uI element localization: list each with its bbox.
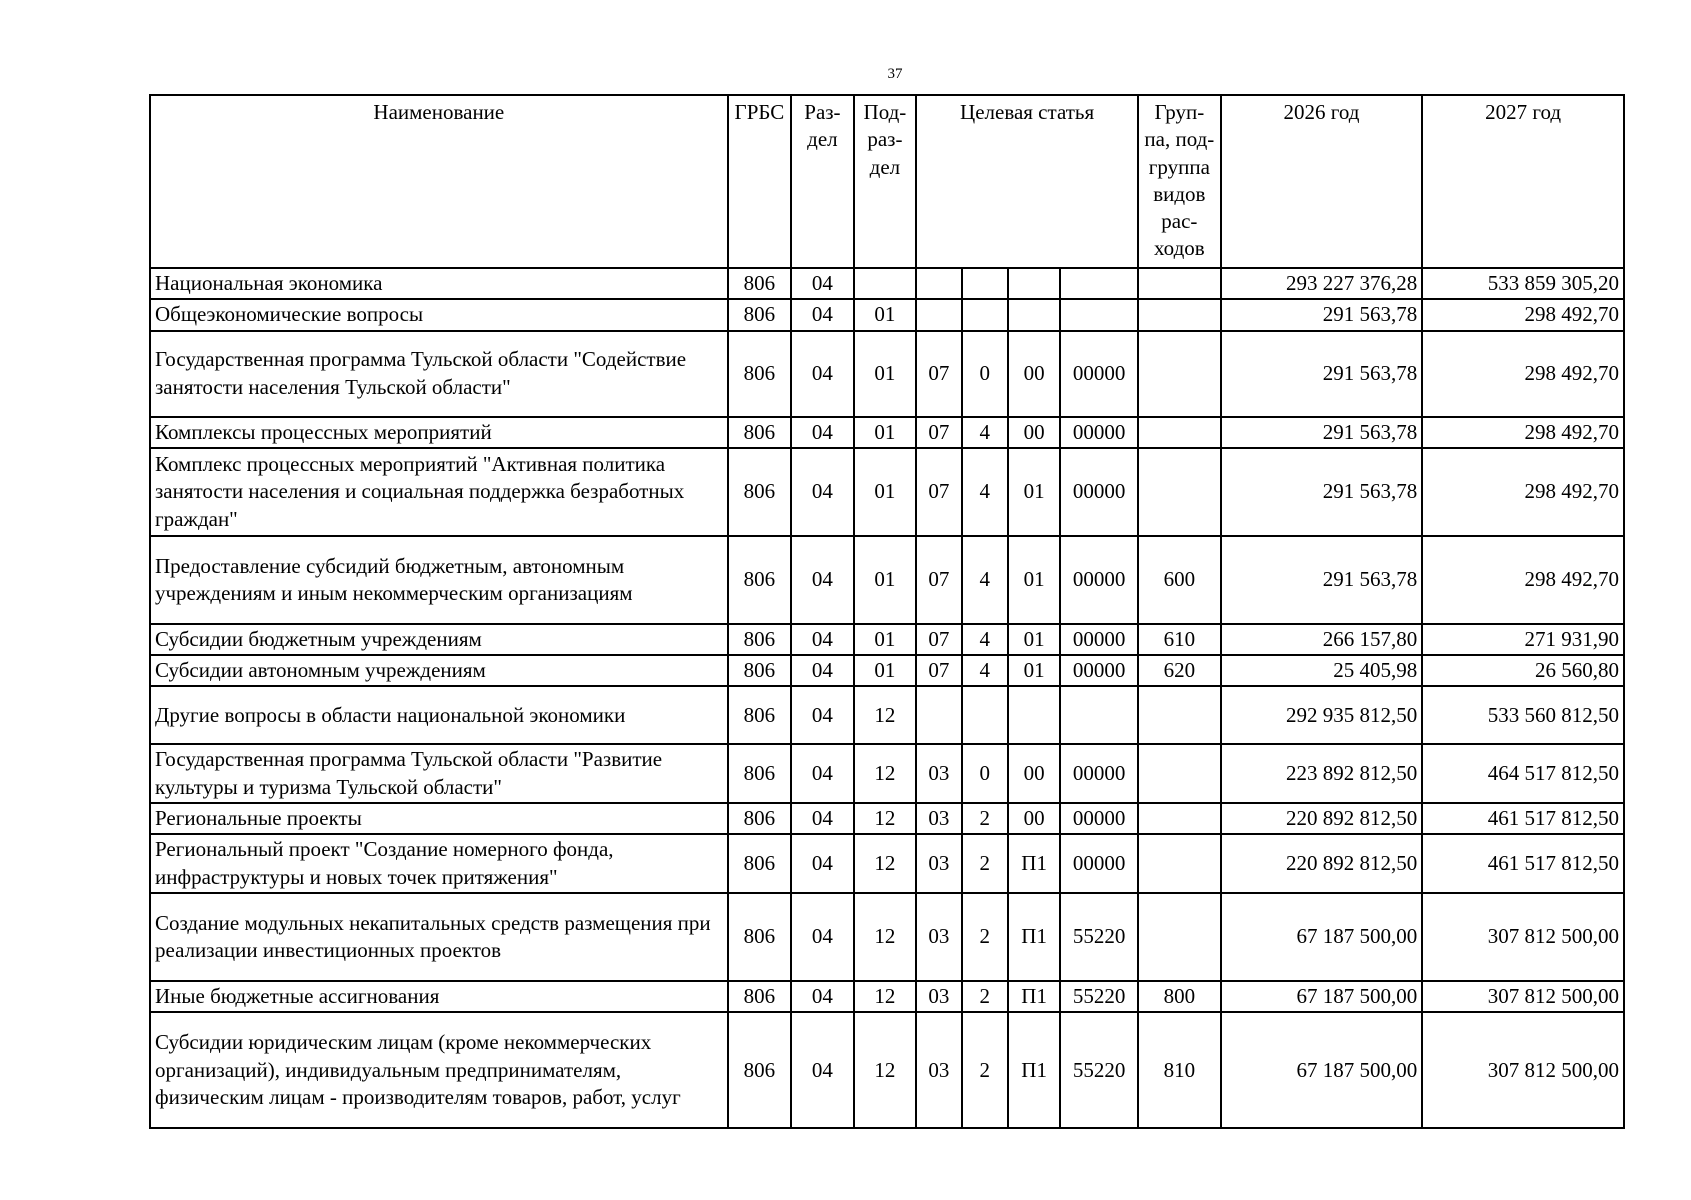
header-target-article: Целевая статья bbox=[916, 95, 1138, 268]
target-type-cell bbox=[962, 686, 1008, 744]
amount-2026-cell: 67 187 500,00 bbox=[1221, 981, 1423, 1012]
grbs-cell: 806 bbox=[728, 686, 792, 744]
section-cell: 04 bbox=[791, 744, 854, 803]
table-row bbox=[150, 686, 1624, 744]
target-type-cell: 4 bbox=[962, 655, 1008, 686]
section-cell: 04 bbox=[791, 655, 854, 686]
row-name-cell: Региональные проекты bbox=[150, 803, 728, 834]
table-row bbox=[150, 299, 1624, 330]
grbs-cell: 806 bbox=[728, 803, 792, 834]
target-event-cell: П1 bbox=[1008, 1012, 1060, 1128]
target-event-cell: П1 bbox=[1008, 893, 1060, 981]
table-row bbox=[150, 417, 1624, 448]
target-program-cell: 07 bbox=[916, 417, 961, 448]
target-event-cell bbox=[1008, 299, 1060, 330]
target-event-cell: 00 bbox=[1008, 803, 1060, 834]
target-direction-cell: 00000 bbox=[1060, 803, 1138, 834]
amount-2027-cell: 307 812 500,00 bbox=[1422, 893, 1624, 981]
amount-2027-cell: 464 517 812,50 bbox=[1422, 744, 1624, 803]
row-name-cell: Субсидии юридическим лицам (кроме некоммерческих организаций), индивидуальным предпринимателям, физическим лицам - производителям товаров, работ, услуг bbox=[150, 1012, 728, 1128]
row-name-cell: Комплекс процессных мероприятий "Активная политика занятости населения и социальная поддержка безработных граждан" bbox=[150, 448, 728, 536]
grbs-cell: 806 bbox=[728, 268, 792, 299]
subsection-cell: 12 bbox=[854, 1012, 917, 1128]
amount-2026-cell: 220 892 812,50 bbox=[1221, 834, 1423, 893]
section-cell: 04 bbox=[791, 268, 854, 299]
section-cell: 04 bbox=[791, 624, 854, 655]
amount-2026-cell: 266 157,80 bbox=[1221, 624, 1423, 655]
target-direction-cell: 00000 bbox=[1060, 624, 1138, 655]
target-event-cell: 00 bbox=[1008, 417, 1060, 448]
amount-2027-cell: 307 812 500,00 bbox=[1422, 1012, 1624, 1128]
subsection-cell: 01 bbox=[854, 299, 917, 330]
amount-2027-cell: 307 812 500,00 bbox=[1422, 981, 1624, 1012]
amount-2026-cell: 220 892 812,50 bbox=[1221, 803, 1423, 834]
expense-group-cell bbox=[1138, 834, 1221, 893]
amount-2027-cell: 298 492,70 bbox=[1422, 331, 1624, 417]
target-direction-cell: 55220 bbox=[1060, 1012, 1138, 1128]
target-type-cell: 0 bbox=[962, 744, 1008, 803]
target-direction-cell bbox=[1060, 686, 1138, 744]
target-program-cell bbox=[916, 686, 961, 744]
row-name-cell: Субсидии автономным учреждениям bbox=[150, 655, 728, 686]
table-row bbox=[150, 655, 1624, 686]
expense-group-cell: 810 bbox=[1138, 1012, 1221, 1128]
target-type-cell: 2 bbox=[962, 803, 1008, 834]
amount-2026-cell: 291 563,78 bbox=[1221, 448, 1423, 536]
row-name-cell: Государственная программа Тульской области "Содействие занятости населения Тульской области" bbox=[150, 331, 728, 417]
grbs-cell: 806 bbox=[728, 1012, 792, 1128]
section-cell: 04 bbox=[791, 803, 854, 834]
expense-group-cell bbox=[1138, 893, 1221, 981]
expense-group-cell bbox=[1138, 803, 1221, 834]
amount-2027-cell: 533 560 812,50 bbox=[1422, 686, 1624, 744]
target-program-cell bbox=[916, 299, 961, 330]
grbs-cell: 806 bbox=[728, 834, 792, 893]
target-program-cell: 03 bbox=[916, 981, 961, 1012]
amount-2027-cell: 461 517 812,50 bbox=[1422, 803, 1624, 834]
subsection-cell: 01 bbox=[854, 624, 917, 655]
expense-group-cell bbox=[1138, 744, 1221, 803]
header-year-2026: 2026 год bbox=[1221, 95, 1423, 268]
table-row bbox=[150, 803, 1624, 834]
grbs-cell: 806 bbox=[728, 331, 792, 417]
target-direction-cell bbox=[1060, 268, 1138, 299]
grbs-cell: 806 bbox=[728, 655, 792, 686]
target-event-cell bbox=[1008, 268, 1060, 299]
grbs-cell: 806 bbox=[728, 536, 792, 624]
amount-2026-cell: 291 563,78 bbox=[1221, 417, 1423, 448]
row-name-cell: Общеэкономические вопросы bbox=[150, 299, 728, 330]
subsection-cell: 01 bbox=[854, 417, 917, 448]
target-type-cell: 2 bbox=[962, 1012, 1008, 1128]
amount-2026-cell: 291 563,78 bbox=[1221, 536, 1423, 624]
subsection-cell: 01 bbox=[854, 536, 917, 624]
section-cell: 04 bbox=[791, 536, 854, 624]
subsection-cell bbox=[854, 268, 917, 299]
amount-2026-cell: 291 563,78 bbox=[1221, 331, 1423, 417]
table-row bbox=[150, 624, 1624, 655]
row-name-cell: Субсидии бюджетным учреждениям bbox=[150, 624, 728, 655]
section-cell: 04 bbox=[791, 981, 854, 1012]
amount-2026-cell: 223 892 812,50 bbox=[1221, 744, 1423, 803]
target-program-cell: 03 bbox=[916, 744, 961, 803]
amount-2027-cell: 271 931,90 bbox=[1422, 624, 1624, 655]
target-direction-cell: 00000 bbox=[1060, 834, 1138, 893]
table-row bbox=[150, 448, 1624, 536]
target-direction-cell: 00000 bbox=[1060, 536, 1138, 624]
row-name-cell: Государственная программа Тульской области "Развитие культуры и туризма Тульской области" bbox=[150, 744, 728, 803]
target-event-cell: 01 bbox=[1008, 655, 1060, 686]
target-program-cell: 07 bbox=[916, 655, 961, 686]
target-type-cell bbox=[962, 268, 1008, 299]
amount-2026-cell: 67 187 500,00 bbox=[1221, 893, 1423, 981]
amount-2027-cell: 26 560,80 bbox=[1422, 655, 1624, 686]
target-program-cell: 07 bbox=[916, 331, 961, 417]
grbs-cell: 806 bbox=[728, 893, 792, 981]
target-program-cell: 07 bbox=[916, 448, 961, 536]
target-program-cell: 03 bbox=[916, 803, 961, 834]
grbs-cell: 806 bbox=[728, 624, 792, 655]
budget-table bbox=[149, 94, 1625, 1129]
target-program-cell: 03 bbox=[916, 893, 961, 981]
target-program-cell: 03 bbox=[916, 834, 961, 893]
table-row bbox=[150, 268, 1624, 299]
row-name-cell: Создание модульных некапитальных средств размещения при реализации инвестиционных проектов bbox=[150, 893, 728, 981]
expense-group-cell bbox=[1138, 268, 1221, 299]
target-program-cell bbox=[916, 268, 961, 299]
section-cell: 04 bbox=[791, 893, 854, 981]
section-cell: 04 bbox=[791, 686, 854, 744]
grbs-cell: 806 bbox=[728, 448, 792, 536]
target-direction-cell: 00000 bbox=[1060, 417, 1138, 448]
target-event-cell: 01 bbox=[1008, 536, 1060, 624]
target-type-cell: 4 bbox=[962, 448, 1008, 536]
amount-2026-cell: 25 405,98 bbox=[1221, 655, 1423, 686]
section-cell: 04 bbox=[791, 417, 854, 448]
expense-group-cell bbox=[1138, 686, 1221, 744]
target-program-cell: 03 bbox=[916, 1012, 961, 1128]
target-program-cell: 07 bbox=[916, 624, 961, 655]
header-name: Наименование bbox=[150, 95, 728, 268]
expense-group-cell bbox=[1138, 448, 1221, 536]
table-row bbox=[150, 981, 1624, 1012]
target-program-cell: 07 bbox=[916, 536, 961, 624]
header-grbs: ГРБС bbox=[728, 95, 792, 268]
subsection-cell: 01 bbox=[854, 331, 917, 417]
amount-2027-cell: 533 859 305,20 bbox=[1422, 268, 1624, 299]
row-name-cell: Другие вопросы в области национальной экономики bbox=[150, 686, 728, 744]
row-name-cell: Иные бюджетные ассигнования bbox=[150, 981, 728, 1012]
header-expense-group: Груп-па, под-группа видов рас-ходов bbox=[1138, 95, 1221, 268]
expense-group-cell: 600 bbox=[1138, 536, 1221, 624]
header-section: Раз-дел bbox=[791, 95, 854, 268]
target-type-cell: 4 bbox=[962, 536, 1008, 624]
section-cell: 04 bbox=[791, 331, 854, 417]
subsection-cell: 12 bbox=[854, 744, 917, 803]
subsection-cell: 12 bbox=[854, 893, 917, 981]
target-type-cell: 2 bbox=[962, 981, 1008, 1012]
header-year-2027: 2027 год bbox=[1422, 95, 1624, 268]
amount-2026-cell: 292 935 812,50 bbox=[1221, 686, 1423, 744]
target-type-cell: 4 bbox=[962, 417, 1008, 448]
target-direction-cell: 00000 bbox=[1060, 331, 1138, 417]
target-direction-cell: 00000 bbox=[1060, 744, 1138, 803]
amount-2026-cell: 291 563,78 bbox=[1221, 299, 1423, 330]
target-type-cell: 2 bbox=[962, 893, 1008, 981]
subsection-cell: 12 bbox=[854, 686, 917, 744]
target-event-cell: 00 bbox=[1008, 744, 1060, 803]
row-name-cell: Национальная экономика bbox=[150, 268, 728, 299]
target-type-cell bbox=[962, 299, 1008, 330]
target-type-cell: 4 bbox=[962, 624, 1008, 655]
subsection-cell: 12 bbox=[854, 834, 917, 893]
target-type-cell: 2 bbox=[962, 834, 1008, 893]
target-event-cell: П1 bbox=[1008, 981, 1060, 1012]
grbs-cell: 806 bbox=[728, 981, 792, 1012]
grbs-cell: 806 bbox=[728, 417, 792, 448]
subsection-cell: 12 bbox=[854, 981, 917, 1012]
amount-2027-cell: 298 492,70 bbox=[1422, 417, 1624, 448]
expense-group-cell: 620 bbox=[1138, 655, 1221, 686]
subsection-cell: 01 bbox=[854, 655, 917, 686]
amount-2027-cell: 298 492,70 bbox=[1422, 448, 1624, 536]
amount-2026-cell: 67 187 500,00 bbox=[1221, 1012, 1423, 1128]
target-direction-cell: 55220 bbox=[1060, 981, 1138, 1012]
header-subsection: Под-раз-дел bbox=[854, 95, 917, 268]
subsection-cell: 01 bbox=[854, 448, 917, 536]
amount-2027-cell: 298 492,70 bbox=[1422, 299, 1624, 330]
row-name-cell: Предоставление субсидий бюджетным, автономным учреждениям и иным некоммерческим организациям bbox=[150, 536, 728, 624]
target-event-cell: П1 bbox=[1008, 834, 1060, 893]
table-row bbox=[150, 834, 1624, 893]
target-direction-cell bbox=[1060, 299, 1138, 330]
amount-2026-cell: 293 227 376,28 bbox=[1221, 268, 1423, 299]
section-cell: 04 bbox=[791, 834, 854, 893]
target-direction-cell: 00000 bbox=[1060, 655, 1138, 686]
expense-group-cell bbox=[1138, 417, 1221, 448]
grbs-cell: 806 bbox=[728, 744, 792, 803]
expense-group-cell: 800 bbox=[1138, 981, 1221, 1012]
page-number: 37 bbox=[887, 66, 903, 82]
table-row bbox=[150, 893, 1624, 981]
table-row bbox=[150, 536, 1624, 624]
expense-group-cell: 610 bbox=[1138, 624, 1221, 655]
target-event-cell bbox=[1008, 686, 1060, 744]
row-name-cell: Комплексы процессных мероприятий bbox=[150, 417, 728, 448]
section-cell: 04 bbox=[791, 299, 854, 330]
target-type-cell: 0 bbox=[962, 331, 1008, 417]
amount-2027-cell: 461 517 812,50 bbox=[1422, 834, 1624, 893]
target-direction-cell: 00000 bbox=[1060, 448, 1138, 536]
amount-2027-cell: 298 492,70 bbox=[1422, 536, 1624, 624]
section-cell: 04 bbox=[791, 1012, 854, 1128]
subsection-cell: 12 bbox=[854, 803, 917, 834]
table-row bbox=[150, 331, 1624, 417]
table-row bbox=[150, 744, 1624, 803]
expense-group-cell bbox=[1138, 331, 1221, 417]
table-row bbox=[150, 1012, 1624, 1128]
target-event-cell: 00 bbox=[1008, 331, 1060, 417]
row-name-cell: Региональный проект "Создание номерного фонда, инфраструктуры и новых точек притяжения" bbox=[150, 834, 728, 893]
target-direction-cell: 55220 bbox=[1060, 893, 1138, 981]
target-event-cell: 01 bbox=[1008, 448, 1060, 536]
expense-group-cell bbox=[1138, 299, 1221, 330]
grbs-cell: 806 bbox=[728, 299, 792, 330]
target-event-cell: 01 bbox=[1008, 624, 1060, 655]
section-cell: 04 bbox=[791, 448, 854, 536]
table-body bbox=[150, 268, 1624, 1128]
table-header bbox=[150, 95, 1624, 268]
